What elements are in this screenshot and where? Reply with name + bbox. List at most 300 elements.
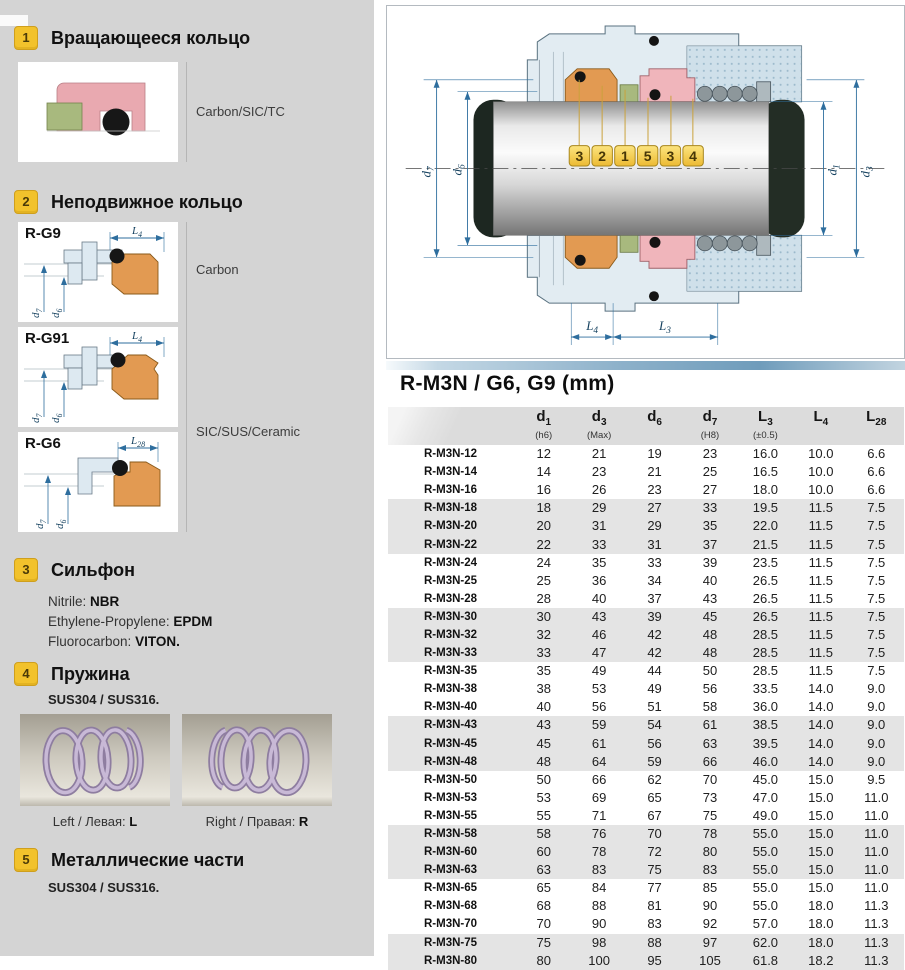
spring-left-image [20,714,170,806]
parts-sidebar [0,0,374,956]
svg-text:2: 2 [598,147,607,164]
value-cell: 61 [702,717,718,733]
value-cell: 11.0 [864,844,889,860]
value-cell: 7.5 [867,645,886,661]
value-cell: 63 [536,862,551,878]
model-cell: R-M3N-63 [424,864,478,877]
value-cell: 43 [591,608,607,624]
table-row [388,843,904,861]
model-cell: R-M3N-12 [424,448,478,461]
bellows-materials [48,592,212,652]
material-line: Ethylene-Propylene: EPDM [48,614,213,629]
value-cell: 49.0 [752,807,779,823]
table-row [388,572,904,590]
value-cell: 51 [647,699,662,715]
table-header-row [388,407,904,445]
part-tag [592,146,612,166]
value-cell: 16.0 [752,446,779,462]
value-cell: 6.6 [867,446,886,462]
table-row [388,807,904,825]
table-row [388,825,904,843]
value-cell: 39 [702,554,718,570]
value-cell: 78 [591,844,607,860]
o-ring-dot [575,71,586,82]
value-cell: 55.0 [752,880,779,896]
value-cell: 11.5 [808,626,833,642]
value-cell: 65 [536,880,551,896]
value-cell: 68 [536,898,551,914]
dim-label: $d_6$ [50,308,64,318]
section-number-badge: 3 [14,558,38,582]
dimension-label-d6: $d_6$ [449,164,468,176]
spring-left-drawing [20,714,170,806]
svg-text:1: 1 [620,147,629,164]
model-cell: R-M3N-14 [424,466,478,479]
spring-right-caption: Right / Правая: R [205,814,309,829]
table-row [388,952,904,970]
value-cell: 50 [702,663,718,679]
dimension-label-l4: $L_4$ [586,318,599,337]
material-line: Nitrile: NBR [48,594,120,609]
value-cell: 65 [647,789,662,805]
value-cell: 9.0 [867,699,886,715]
value-cell: 80 [702,844,718,860]
spring-material: SUS304 / SUS316. [48,692,160,707]
value-cell: 40 [591,590,607,606]
value-cell: 66 [591,771,607,787]
value-cell: 33.5 [752,681,779,697]
model-cell: R-M3N-40 [424,701,478,714]
value-cell: 38 [536,681,551,697]
column-header: $d_7$ (H8) [682,407,737,445]
value-cell: 14.0 [808,735,834,751]
value-cell: 9.0 [867,735,886,751]
value-cell: 61.8 [752,952,779,968]
value-cell: 62 [647,771,662,787]
value-cell: 23 [591,464,607,480]
value-cell: 62.0 [752,934,779,950]
value-cell: 50 [536,771,551,787]
value-cell: 27 [647,500,662,516]
table-row [388,771,904,789]
value-cell: 56 [702,681,718,697]
spring-coil [712,86,727,101]
column-header: $d_3$ (Max) [571,407,626,445]
value-cell: 88 [591,898,607,914]
rotating-ring-material: Carbon/SIC/TC [196,104,285,119]
value-cell: 18.0 [808,934,834,950]
dim-label: $d_6$ [50,413,64,423]
value-cell: 72 [647,844,662,860]
value-cell: 29 [647,518,662,534]
model-cell: R-M3N-53 [424,791,478,804]
value-cell: 9.0 [867,753,886,769]
variant-rg9 [18,222,178,322]
table-row [388,590,904,608]
model-cell: R-M3N-60 [424,846,478,859]
table-row [388,535,904,553]
dim-label: $d_6$ [54,519,68,529]
value-cell: 55.0 [752,898,779,914]
value-cell: 47 [591,645,607,661]
section-number-badge: 2 [14,190,38,214]
value-cell: 42 [647,626,662,642]
rotating-ring-image [18,62,178,162]
value-cell: 57.0 [752,916,779,932]
value-cell: 26 [591,482,607,498]
model-cell: R-M3N-20 [424,520,478,533]
value-cell: 105 [699,952,721,968]
value-cell: 16 [536,482,551,498]
variant-name: R-G9 [25,225,61,242]
column-header: $L_3$ (±0.5) [738,407,793,445]
svg-text:3: 3 [666,147,675,164]
value-cell: 100 [588,952,610,968]
model-cell: R-M3N-32 [424,628,478,641]
value-cell: 11.5 [808,645,833,661]
section-title: Пружина [51,663,130,684]
model-cell: R-M3N-18 [424,502,478,515]
value-cell: 33 [536,645,551,661]
model-cell: R-M3N-68 [424,900,478,913]
value-cell: 35 [591,554,607,570]
value-cell: 29 [591,500,607,516]
value-cell: 28 [536,590,551,606]
table-title: R-M3N / G6, G9 (mm) [400,372,615,395]
value-cell: 43 [536,717,551,733]
model-cell: R-M3N-75 [424,936,478,949]
value-cell: 6.6 [867,464,886,480]
page-edge-tab [0,15,28,26]
section-title: Металлические части [51,849,245,870]
value-cell: 81 [647,898,662,914]
value-cell: 71 [591,807,607,823]
value-cell: 31 [591,518,607,534]
value-cell: 36.0 [752,699,779,715]
column-header: $L_{28}$ [849,407,904,445]
model-cell: R-M3N-70 [424,918,478,931]
set-screw-dot [649,36,659,46]
value-cell: 70 [647,826,662,842]
dimension-label-d3: $d_3$ [857,166,876,178]
value-cell: 14.0 [808,681,834,697]
material-line: Fluorocarbon: VITON. [48,634,180,649]
variant-name: R-G6 [25,435,61,452]
divider [186,62,187,162]
value-cell: 12 [536,446,551,462]
value-cell: 15.0 [808,826,834,842]
value-cell: 48 [536,753,551,769]
drive-ring [620,85,638,102]
value-cell: 97 [702,934,718,950]
part-tag [569,146,589,166]
value-cell: 66 [702,753,718,769]
value-cell: 35 [702,518,718,534]
value-cell: 21 [591,446,607,462]
value-cell: 76 [591,826,607,842]
value-cell: 18.0 [808,898,834,914]
value-cell: 55.0 [752,826,779,842]
column-header: $d_6$ [627,407,682,445]
value-cell: 26.5 [752,572,779,588]
table-row [388,934,904,952]
value-cell: 28.5 [752,626,779,642]
variant-rg91 [18,327,178,427]
value-cell: 11.3 [864,916,889,932]
model-cell: R-M3N-43 [424,719,478,732]
value-cell: 43 [702,590,718,606]
value-cell: 85 [702,880,718,896]
value-cell: 58 [702,699,718,715]
divider-bar [386,361,905,370]
value-cell: 22 [536,536,551,552]
value-cell: 11.5 [808,500,833,516]
value-cell: 11.3 [864,934,889,950]
value-cell: 15.0 [808,880,834,896]
value-cell: 10.0 [808,482,834,498]
table-row [388,517,904,535]
table-row [388,644,904,662]
value-cell: 44 [647,663,662,679]
table-row [388,554,904,572]
value-cell: 37 [702,536,718,552]
value-cell: 46 [591,626,607,642]
o-ring-dot [649,89,660,100]
value-cell: 10.0 [808,464,834,480]
drive-ring [47,103,82,130]
value-cell: 33 [591,536,607,552]
value-cell: 11.0 [864,880,889,896]
value-cell: 11.0 [864,807,889,823]
seal-cross-section-diagram [386,5,905,359]
value-cell: 80 [536,952,551,968]
stationary-ring-material-bottom: SIC/SUS/Ceramic [196,424,301,439]
value-cell: 7.5 [867,608,886,624]
value-cell: 14.0 [808,753,834,769]
model-cell: R-M3N-28 [424,592,478,605]
value-cell: 11.5 [808,663,833,679]
value-cell: 15.0 [808,844,834,860]
value-cell: 14.0 [808,699,834,715]
section-spring [14,662,130,686]
value-cell: 40 [702,572,718,588]
value-cell: 31 [647,536,662,552]
value-cell: 77 [647,880,662,896]
value-cell: 7.5 [867,536,886,552]
value-cell: 15.0 [808,807,834,823]
table-row [388,915,904,933]
value-cell: 11.5 [808,590,833,606]
section-stationary-ring [14,190,243,214]
value-cell: 32 [536,626,551,642]
value-cell: 54 [647,717,662,733]
svg-text:4: 4 [689,147,697,164]
value-cell: 83 [647,916,662,932]
value-cell: 67 [647,807,662,823]
value-cell: 73 [702,789,718,805]
value-cell: 15.0 [808,789,834,805]
value-cell: 19.5 [752,500,779,516]
value-cell: 61 [591,735,607,751]
value-cell: 10.0 [808,446,834,462]
value-cell: 53 [591,681,607,697]
table-row [388,789,904,807]
seat-ring [565,69,617,102]
table-body [388,445,904,970]
stationary-ring-material-top: Carbon [196,262,239,277]
value-cell: 58 [536,826,551,842]
dimension-label-d7: $d_7$ [418,166,437,178]
value-cell: 53 [536,789,551,805]
value-cell: 7.5 [867,663,886,679]
table-row [388,445,904,463]
part-tag [615,146,635,166]
section-bellows [14,558,135,582]
table-row [388,735,904,753]
value-cell: 9.0 [867,717,886,733]
section-title: Вращающееся кольцо [51,27,251,48]
table-row [388,662,904,680]
value-cell: 7.5 [867,518,886,534]
model-cell: R-M3N-58 [424,828,478,841]
model-cell: R-M3N-25 [424,574,478,587]
table-row [388,463,904,481]
variant-rg6 [18,432,178,532]
value-cell: 11.5 [808,572,833,588]
value-cell: 27 [702,482,718,498]
value-cell: 20 [536,518,551,534]
dim-label: $L_4$ [131,225,143,239]
value-cell: 11.5 [808,536,833,552]
value-cell: 75 [647,862,662,878]
value-cell: 7.5 [867,626,886,642]
value-cell: 90 [591,916,607,932]
lower-housing [527,235,801,311]
value-cell: 59 [647,753,662,769]
value-cell: 55.0 [752,844,779,860]
svg-text:3: 3 [575,147,584,164]
value-cell: 11.0 [864,826,889,842]
o-ring [103,109,130,136]
value-cell: 11.0 [864,862,889,878]
value-cell: 48 [702,626,718,642]
value-cell: 18 [536,500,551,516]
model-cell: R-M3N-33 [424,647,478,660]
value-cell: 95 [647,952,662,968]
value-cell: 11.3 [864,898,889,914]
section-rotating-ring [14,26,250,50]
value-cell: 18.2 [808,952,834,968]
model-cell: R-M3N-50 [424,773,478,786]
value-cell: 26.5 [752,590,779,606]
column-header: $L_4$ [793,407,848,445]
spring-left-caption: Left / Левая: L [52,814,138,829]
spring-coil [727,86,742,101]
part-tag [637,146,657,166]
part-tag [660,146,680,166]
model-cell: R-M3N-22 [424,538,478,551]
dimension-label-d1: $d_1$ [824,164,843,176]
spring-right-drawing [182,714,332,806]
model-cell: R-M3N-16 [424,484,478,497]
section-metal-parts [14,848,244,872]
value-cell: 11.3 [864,952,889,968]
upper-housing [527,26,801,102]
value-cell: 60 [536,844,551,860]
value-cell: 63 [702,735,718,751]
spring-coil [697,86,712,101]
value-cell: 33 [647,554,662,570]
value-cell: 45.0 [752,771,779,787]
value-cell: 25 [536,572,551,588]
dim-label: $d_7$ [34,519,48,529]
column-header: $d_1$ (h6) [516,407,571,445]
value-cell: 47.0 [752,789,779,805]
table-row [388,879,904,897]
value-cell: 56 [591,699,607,715]
dim-label: $L_4$ [131,330,143,344]
table-row [388,897,904,915]
value-cell: 49 [647,681,662,697]
value-cell: 7.5 [867,590,886,606]
table-row [388,753,904,771]
rotating-ring-drawing [18,62,178,162]
table-row [388,861,904,879]
value-cell: 28.5 [752,645,779,661]
dimensions-table [388,407,904,970]
value-cell: 30 [536,608,551,624]
value-cell: 46.0 [752,753,779,769]
value-cell: 75 [536,934,551,950]
spring-coil [742,86,757,101]
table-row [388,481,904,499]
model-cell: R-M3N-55 [424,809,478,822]
value-cell: 59 [591,717,607,733]
part-tag [683,146,703,166]
value-cell: 69 [591,789,607,805]
value-cell: 83 [702,862,718,878]
seal-diagram-svg [387,6,904,358]
value-cell: 26.5 [752,608,779,624]
spring-collar [757,82,771,102]
value-cell: 70 [536,916,551,932]
value-cell: 21.5 [752,536,779,552]
value-cell: 19 [647,446,662,462]
value-cell: 23 [702,446,718,462]
value-cell: 36 [591,572,607,588]
dim-label: $d_7$ [30,308,44,318]
divider [186,222,187,532]
dim-label: $d_7$ [30,413,44,423]
value-cell: 15.0 [808,771,834,787]
value-cell: 22.0 [752,518,779,534]
value-cell: 49 [591,663,607,679]
value-cell: 23.5 [752,554,779,570]
spring-right-image [182,714,332,806]
table-row [388,698,904,716]
value-cell: 14 [536,464,551,480]
value-cell: 88 [647,934,662,950]
value-cell: 56 [647,735,662,751]
value-cell: 40 [536,699,551,715]
table-row [388,716,904,734]
value-cell: 7.5 [867,572,886,588]
section-number-badge: 1 [14,26,38,50]
section-number-badge: 5 [14,848,38,872]
value-cell: 39 [647,608,662,624]
value-cell: 16.5 [752,464,779,480]
model-cell: R-M3N-38 [424,683,478,696]
